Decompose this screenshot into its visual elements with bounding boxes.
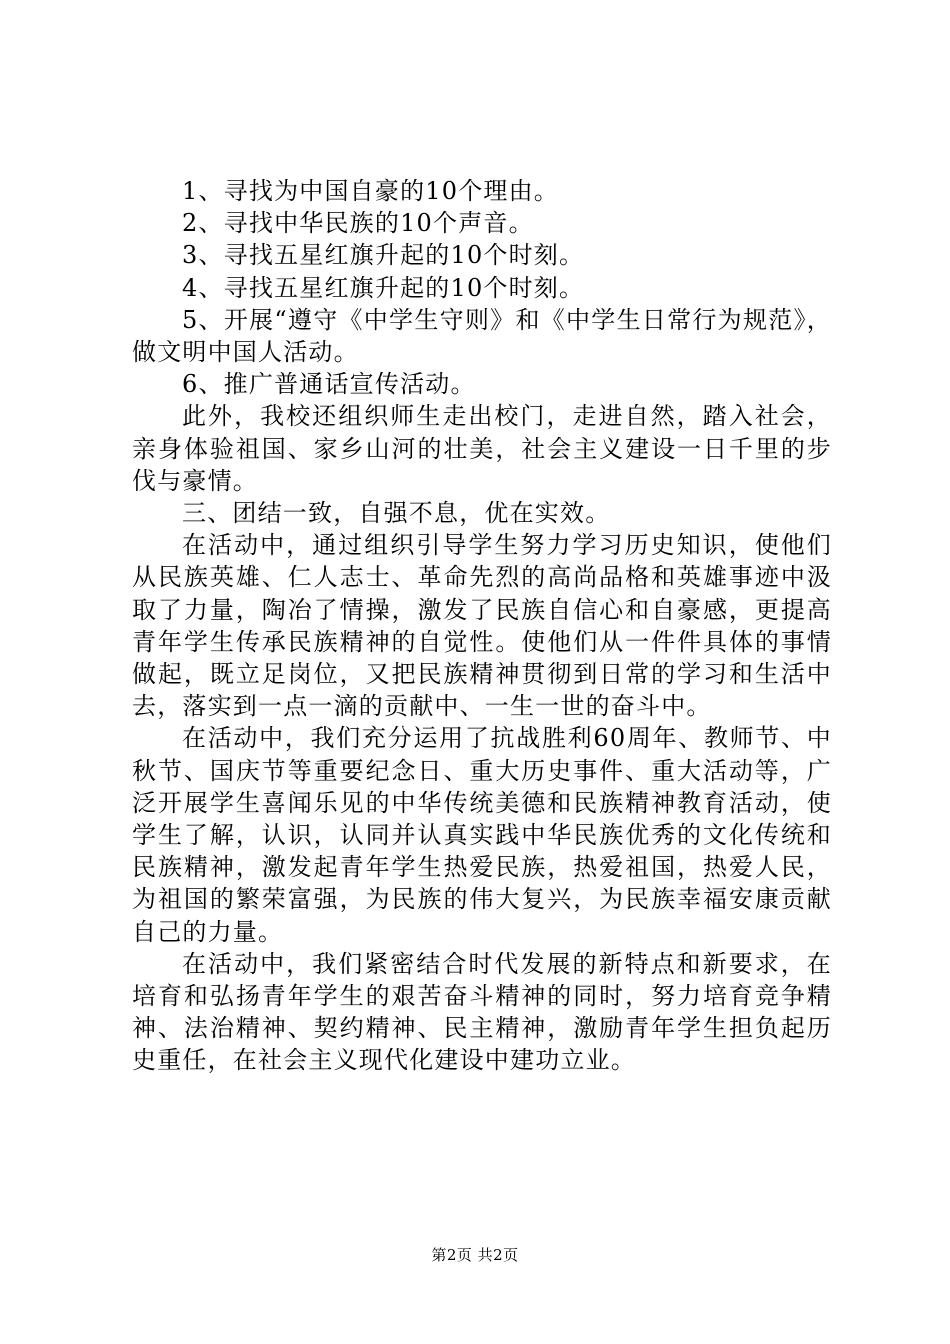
document-body (132, 175, 832, 1077)
paragraph-field-trip: 此外，我校还组织师生走出校门，走进自然，踏入社会，亲身体验祖国、家乡山河的壮美，社会主义建设一日千里的步伐与豪情。 (132, 402, 832, 495)
list-item-3: 3、寻找五星红旗升起的10个时刻。 (182, 241, 585, 270)
paragraph-new-era: 在活动中，我们紧密结合时代发展的新特点和新要求，在培育和弘扬青年学生的艰苦奋斗精神的同时，努力培育竞争精神、法治精神、契约精神、民主精神，激励青年学生担负起历史重任，在社会主义现代化建设中建功立业。 (132, 949, 832, 1075)
list-item-2: 2、寻找中华民族的10个声音。 (182, 209, 534, 238)
list-item-4: 4、寻找五星红旗升起的10个时刻。 (182, 273, 585, 302)
list-item-1: 1、寻找为中国自豪的10个理由。 (182, 177, 560, 205)
list-item-6: 6、推广普通话宣传活动。 (182, 370, 476, 399)
paragraph-history-study: 在活动中，通过组织引导学生努力学习历史知识，使他们从民族英雄、仁人志士、革命先烈的高尚品格和英雄事迹中汲取了力量，陶冶了情操，激发了民族自信心和自豪感，更提高青年学生传承民族精神的自觉性。使他们从一件件具体的事情做起，既立足岗位，又把民族精神贯彻到日常的学习和生活中去，落实到一点一滴的贡献中、一生一世的奋斗中。 (132, 531, 832, 721)
section-heading-three: 三、团结一致，自强不息，优在实效。 (182, 499, 611, 528)
list-item-5: 5、开展“遵守《中学生守则》和《中学生日常行为规范》，做文明中国人活动。 (132, 305, 832, 367)
paragraph-commemoration: 在活动中，我们充分运用了抗战胜利60周年、教师节、中秋节、国庆节等重要纪念日、重大历史事件、重大活动等，广泛开展学生喜闻乐见的中华传统美德和民族精神教育活动，使学生了解，认识，认同并认真实践中华民族优秀的文化传统和民族精神，激发起青年学生热爱民族，热爱祖国，热爱人民，为祖国的繁荣富强，为民族的伟大复兴，为民族幸福安康贡献自己的力量。 (132, 724, 832, 946)
page-number-footer: 第2页 共2页 (431, 1246, 519, 1264)
